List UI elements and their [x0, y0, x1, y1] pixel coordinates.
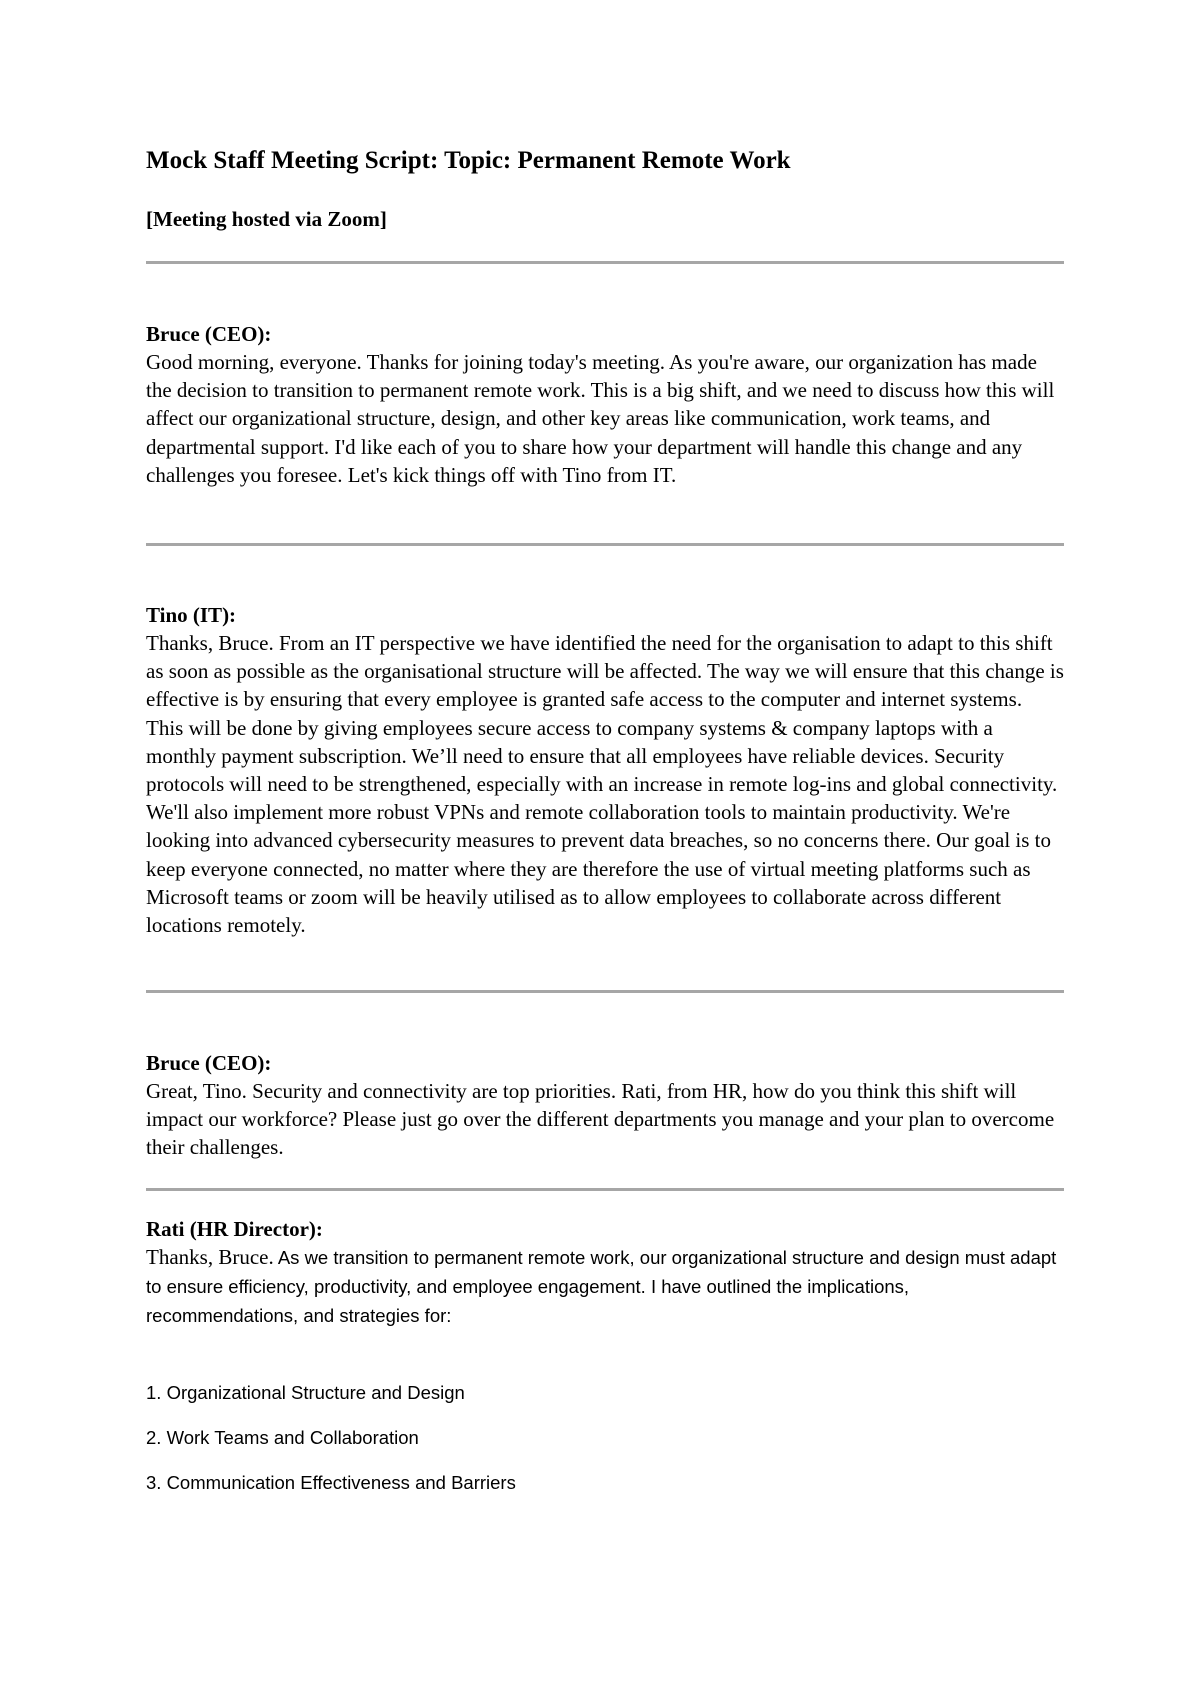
speech-lead: Thanks, Bruce. [146, 1245, 274, 1269]
list-item: 2. Work Teams and Collaboration [146, 1427, 419, 1448]
speaker-name: Bruce (CEO): [146, 322, 272, 346]
list-item: 1. Organizational Structure and Design [146, 1382, 465, 1403]
speech-text: Thanks, Bruce. From an IT perspective we have identified the need for the organisation to adapt to this shift as soon as possible as the organisational structure will be affected. The way we will ensure that this change is effective is by ensuring that every employee is granted safe access to the computer and internet systems. This will be done by giving employees secure access to company systems & company laptops with a monthly payment subscription. We’ll need to ensure that all employees have reliable devices. Security protocols will need to be strengthened, especially with an increase in remote log-ins and global connectivity. We'll also implement more robust VPNs and remote collaboration tools to maintain productivity. We're looking into advanced cybersecurity measures to prevent data breaches, so no concerns there. Our goal is to keep everyone connected, no matter where they are therefore the use of virtual meeting platforms such as Microsoft teams or zoom will be heavily utilised as to allow employees to collaborate across different locations remotely. [146, 631, 1064, 938]
document-title: Mock Staff Meeting Script: Topic: Permanent Remote Work [146, 147, 791, 174]
divider [146, 543, 1064, 546]
divider [146, 261, 1064, 264]
turn-bruce-followup [146, 1049, 1064, 1162]
speech-text [146, 1243, 1064, 1330]
divider [146, 990, 1064, 993]
speech-text: Good morning, everyone. Thanks for joining today's meeting. As you're aware, our organization has made the decision to transition to permanent remote work. This is a big shift, and we need to discuss how this will affect our organizational structure, design, and other key areas like communication, work teams, and departmental support. I'd like each of you to share how your department will handle this change and any challenges you foresee. Let's kick things off with Tino from IT. [146, 350, 1055, 487]
speaker-name: Rati (HR Director): [146, 1217, 323, 1241]
turn-bruce-opening [146, 320, 1064, 489]
divider [146, 1188, 1064, 1191]
speech-text: Great, Tino. Security and connectivity are top priorities. Rati, from HR, how do you think this shift will impact our workforce? Please just go over the different departments you manage and your plan to overcome their challenges. [146, 1079, 1055, 1160]
document-subtitle: [Meeting hosted via Zoom] [146, 207, 387, 231]
speech-body: As we transition to permanent remote work, our organizational structure and design must adapt to ensure efficiency, productivity, and employee engagement. I have outlined the implications, recommendations, and strategies for: [146, 1247, 1057, 1326]
speaker-name: Tino (IT): [146, 603, 237, 627]
turn-tino-it [146, 601, 1064, 939]
list-item: 3. Communication Effectiveness and Barriers [146, 1472, 516, 1493]
speaker-name: Bruce (CEO): [146, 1051, 272, 1075]
turn-rati-hr [146, 1215, 1064, 1330]
